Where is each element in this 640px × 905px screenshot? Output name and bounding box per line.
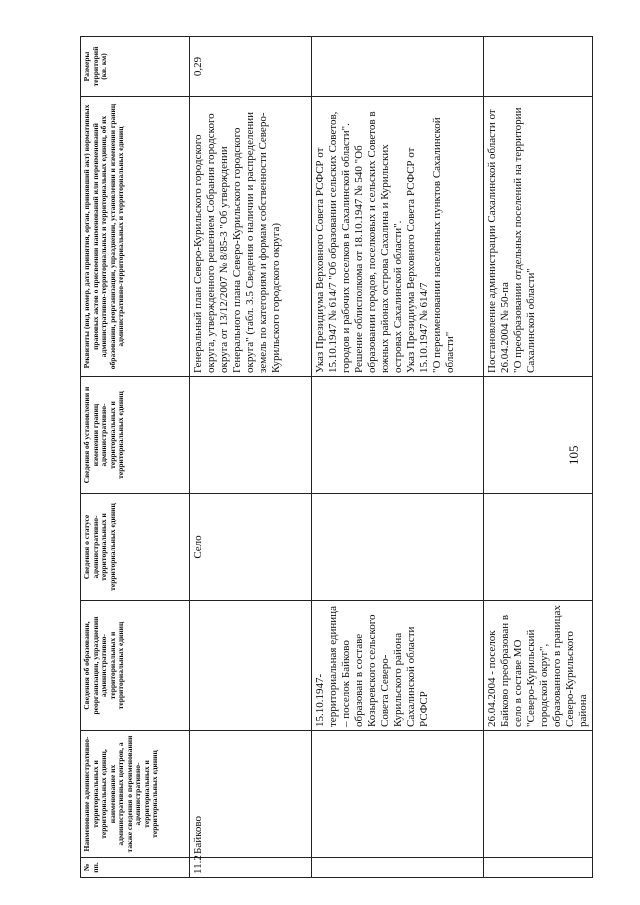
registry-table (80, 36, 593, 878)
row3-requisites: Постановление администрации Сахалинской области от 26.04.2004 № 50-па "О преобразовании отдельных поселений на территории Сахалинской области" (484, 97, 593, 377)
row3-size (484, 37, 593, 97)
row2-name (312, 731, 484, 858)
row1-formation (190, 601, 312, 731)
row1-status: Село (190, 494, 312, 601)
row1-size: 0,29 (190, 37, 312, 97)
page-number: 105 (566, 445, 581, 465)
row2-boundaries (312, 377, 484, 494)
row3-num (484, 858, 593, 878)
table-row (484, 37, 593, 878)
row3-name (484, 731, 593, 858)
header-status: Сведения о статусе административно-территориальных и территориальных единиц (81, 494, 190, 601)
row2-status (312, 494, 484, 601)
row1-requisites: Генеральный план Северо-Курильского городского округа, утвержденного решением Собрания городского округа от 13/12/2007 № 8/85-3 "Об утверждении Генерального плана Северо-Курильского городского округа" (табл. 3.5 Сведения о наличии и распределении земель по категориям и формам собственности Северо-Курильского городского округа) (190, 97, 312, 377)
header-formation: Сведения об образовании, реорганизации, упразднении административно-территориальных и территориальных единиц (81, 601, 190, 731)
header-name: Наименование административно-территориальных и территориальных единиц, наименование их административных центров, а также сведения о переименовании административно-территориальных и территориальных единиц (81, 731, 190, 858)
row3-status (484, 494, 593, 601)
header-size: Размеры территорий (кв. км) (81, 37, 190, 97)
row1-boundaries (190, 377, 312, 494)
row1-num: 11.2 (190, 858, 312, 878)
table-header-row (81, 37, 190, 878)
row2-requisites: Указ Президиума Верховного Совета РСФСР от 15.10.1947 № 614/7 "Об образовании сельских Советов, городов и рабочих поселков в Сахалинской области". Решение облисполкома от 18.10.1947 № 540 "Об образовании городов, поселковых и сельских Советов в южных районах острова Сахалина и Курильских островах Сахалинской области". Указ Президиума Верховного Совета РСФСР от 15.10.1947 № 614/7 "О переименовании населенных пунктов Сахалинской области" (312, 97, 484, 377)
row2-formation: 15.10.1947-территориальная единица – поселок Байково образован в составе Козыревского сельского Совета Северо-Курильского района Сахалинской области РСФСР (312, 601, 484, 731)
header-boundaries: Сведения об установлении и изменении границ административно-территориальных и территориальных единиц (81, 377, 190, 494)
header-requisites: Реквизиты (вид, номер, дата принятия, орган, принявший акт) нормативных правовых актов о присвоении наименований или переименований административно-территориальных и территориальных единиц, об их образовании, реорганизации, упразднении, установлении и изменении границ административно-территориальных и территориальных единиц (81, 97, 190, 377)
table-row (190, 37, 312, 878)
row1-name: Байково (190, 731, 312, 858)
table-row (312, 37, 484, 878)
row3-boundaries (484, 377, 593, 494)
header-num: № пп. (81, 858, 190, 878)
row2-num (312, 858, 484, 878)
row3-formation: 26.04.2004 - поселок Байково преобразован в село в составе МО "Северо-Курильский городской округ", образованного в границах Северо-Курильского района (484, 601, 593, 731)
row2-size (312, 37, 484, 97)
